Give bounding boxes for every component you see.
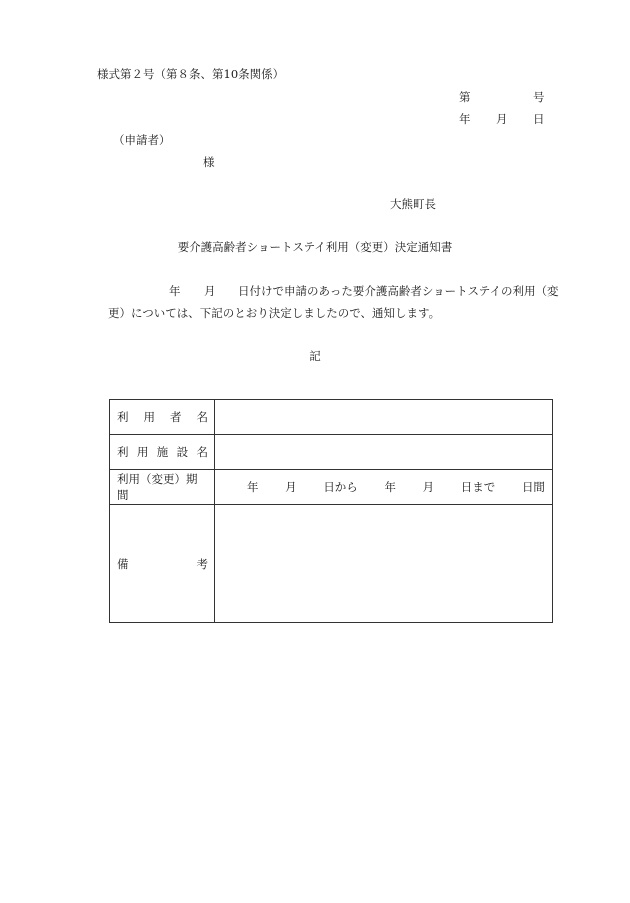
label-char: 施 <box>156 445 169 459</box>
period-label: 利用（変更）期間 <box>117 472 198 502</box>
facility-field[interactable] <box>215 435 553 470</box>
remarks-field[interactable] <box>215 505 553 623</box>
body-text-line2: 更）については、下記のとおり決定しましたので、通知します。 <box>108 306 441 320</box>
table-row <box>110 400 553 435</box>
period-end-year: 年 <box>384 480 396 494</box>
label-char: 名 <box>196 410 208 424</box>
document-number-suffix: 号 <box>533 90 545 104</box>
label-char: 者 <box>170 410 182 424</box>
period-start-day: 日から <box>323 480 358 494</box>
form-number: 様式第２号（第８条、第10条関係） <box>97 67 285 81</box>
period-end-day: 日まで <box>460 480 496 494</box>
table-row <box>110 435 553 470</box>
label-char: 備 <box>117 556 129 571</box>
period-days: 日間 <box>521 480 545 494</box>
table-row <box>110 470 553 505</box>
user-name-label-cell <box>110 400 215 435</box>
date-month: 月 <box>496 112 508 126</box>
period-field[interactable] <box>215 470 553 505</box>
label-char: 用 <box>143 410 155 424</box>
period-label-cell <box>110 470 215 505</box>
label-char: 利 <box>117 445 129 459</box>
table-row <box>110 505 553 623</box>
decision-table <box>109 399 553 623</box>
document-number-prefix: 第 <box>459 90 471 104</box>
remarks-label-cell <box>110 505 215 623</box>
ki-heading: 記 <box>309 349 321 363</box>
user-name-field[interactable] <box>215 400 553 435</box>
period-start-year: 年 <box>247 480 259 494</box>
issuer-name: 大熊町長 <box>390 197 436 211</box>
body-month: 月 <box>204 284 216 298</box>
period-start-month: 月 <box>285 480 297 494</box>
label-char: 用 <box>136 445 149 459</box>
period-end-month: 月 <box>422 480 435 494</box>
applicant-label: （申請者） <box>113 133 171 147</box>
label-char: 名 <box>196 445 208 459</box>
body-year: 年 <box>169 284 181 298</box>
label-char: 設 <box>176 445 189 459</box>
document-title: 要介護高齢者ショートステイ利用（変更）決定通知書 <box>177 240 453 254</box>
facility-label-cell <box>110 435 215 470</box>
date-year: 年 <box>459 112 471 126</box>
label-char: 考 <box>196 556 208 571</box>
label-char: 利 <box>117 410 129 424</box>
body-text-line1: 日付けで申請のあった要介護高齢者ショートステイの利用（変 <box>238 284 559 298</box>
date-day: 日 <box>533 112 545 126</box>
applicant-honorific: 様 <box>203 155 215 169</box>
